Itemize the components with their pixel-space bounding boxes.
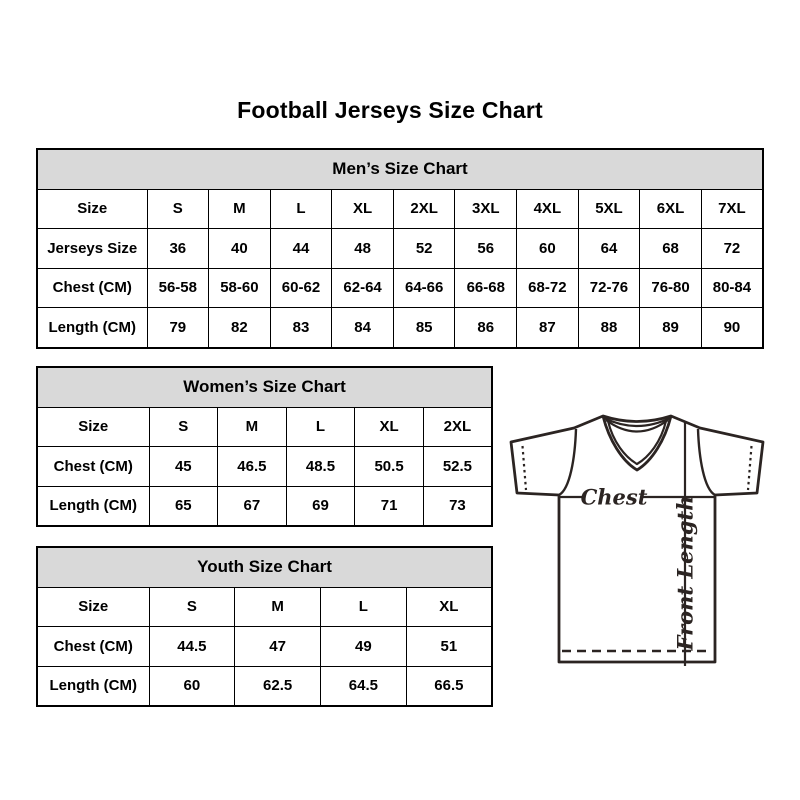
cell: 7XL xyxy=(701,189,763,229)
table-row xyxy=(37,268,763,308)
cell: 60-62 xyxy=(270,268,332,308)
cell: 88 xyxy=(578,308,640,348)
table-row xyxy=(37,486,492,526)
table-row xyxy=(37,447,492,487)
cell: 85 xyxy=(393,308,455,348)
sleeve-stitch-line-right xyxy=(748,446,752,490)
jersey-diagram xyxy=(495,400,785,690)
cell: 6XL xyxy=(640,189,702,229)
cell: L xyxy=(321,587,407,627)
cell: 58-60 xyxy=(209,268,271,308)
table-title-row xyxy=(37,149,763,189)
mens-size-table xyxy=(36,148,764,349)
cell: 36 xyxy=(147,229,209,269)
table-row xyxy=(37,587,492,627)
cell: 69 xyxy=(286,486,355,526)
cell: 73 xyxy=(423,486,492,526)
row-label-cell: Jerseys Size xyxy=(37,229,147,269)
cell: M xyxy=(218,407,287,447)
cell: 83 xyxy=(270,308,332,348)
mens-table-title: Men’s Size Chart xyxy=(37,149,763,189)
cell: 44 xyxy=(270,229,332,269)
sleeve-stitch-line-left xyxy=(523,446,527,490)
table-title-row xyxy=(37,547,492,587)
row-label-cell: Size xyxy=(37,587,149,627)
row-label-cell: Length (CM) xyxy=(37,308,147,348)
cell: 44.5 xyxy=(149,627,235,667)
row-label-cell: Chest (CM) xyxy=(37,447,149,487)
chest-label: Chest xyxy=(580,484,648,510)
cell: S xyxy=(147,189,209,229)
cell: XL xyxy=(406,587,492,627)
cell: 72 xyxy=(701,229,763,269)
cell: L xyxy=(286,407,355,447)
cell: 80-84 xyxy=(701,268,763,308)
jersey-outline xyxy=(511,416,763,662)
cell: 60 xyxy=(517,229,579,269)
table-row xyxy=(37,666,492,706)
cell: 56-58 xyxy=(147,268,209,308)
page-title: Football Jerseys Size Chart xyxy=(237,97,543,123)
row-label-cell: Chest (CM) xyxy=(37,627,149,667)
cell: 90 xyxy=(701,308,763,348)
table-row xyxy=(37,627,492,667)
cell: 4XL xyxy=(517,189,579,229)
cell: 76-80 xyxy=(640,268,702,308)
row-label-cell: Size xyxy=(37,407,149,447)
cell: 84 xyxy=(332,308,394,348)
table-row xyxy=(37,407,492,447)
cell: XL xyxy=(355,407,424,447)
cell: 5XL xyxy=(578,189,640,229)
cell: 56 xyxy=(455,229,517,269)
cell: 62-64 xyxy=(332,268,394,308)
cell: 64 xyxy=(578,229,640,269)
womens-table-title: Women’s Size Chart xyxy=(37,367,492,407)
cell: 87 xyxy=(517,308,579,348)
row-label-cell: Length (CM) xyxy=(37,486,149,526)
cell: 66-68 xyxy=(455,268,517,308)
cell: XL xyxy=(332,189,394,229)
table-title-row xyxy=(37,367,492,407)
cell: 65 xyxy=(149,486,218,526)
cell: S xyxy=(149,587,235,627)
cell: 3XL xyxy=(455,189,517,229)
cell: 66.5 xyxy=(406,666,492,706)
cell: 51 xyxy=(406,627,492,667)
cell: 72-76 xyxy=(578,268,640,308)
cell: L xyxy=(270,189,332,229)
armhole-seam-right xyxy=(698,429,715,495)
youth-size-table xyxy=(36,546,493,707)
cell: 48 xyxy=(332,229,394,269)
cell: 68-72 xyxy=(517,268,579,308)
youth-table-title: Youth Size Chart xyxy=(37,547,492,587)
cell: 86 xyxy=(455,308,517,348)
cell: 64-66 xyxy=(393,268,455,308)
table-row xyxy=(37,189,763,229)
cell: 46.5 xyxy=(218,447,287,487)
row-label-cell: Chest (CM) xyxy=(37,268,147,308)
cell: 82 xyxy=(209,308,271,348)
cell: 50.5 xyxy=(355,447,424,487)
cell: 45 xyxy=(149,447,218,487)
row-label-cell: Size xyxy=(37,189,147,229)
cell: 49 xyxy=(321,627,407,667)
cell: 52.5 xyxy=(423,447,492,487)
cell: 47 xyxy=(235,627,321,667)
row-label-cell: Length (CM) xyxy=(37,666,149,706)
womens-size-table xyxy=(36,366,493,527)
cell: 71 xyxy=(355,486,424,526)
cell: 67 xyxy=(218,486,287,526)
cell: 89 xyxy=(640,308,702,348)
cell: 62.5 xyxy=(235,666,321,706)
cell: 48.5 xyxy=(286,447,355,487)
table-row xyxy=(37,229,763,269)
cell: 68 xyxy=(640,229,702,269)
cell: 40 xyxy=(209,229,271,269)
cell: 52 xyxy=(393,229,455,269)
jersey-diagram-svg xyxy=(495,400,785,690)
front-length-label: Front Length xyxy=(672,495,698,651)
cell: 2XL xyxy=(393,189,455,229)
cell: 79 xyxy=(147,308,209,348)
cell: 64.5 xyxy=(321,666,407,706)
table-row xyxy=(37,308,763,348)
cell: M xyxy=(209,189,271,229)
cell: M xyxy=(235,587,321,627)
armhole-seam-left xyxy=(559,429,576,495)
cell: 2XL xyxy=(423,407,492,447)
cell: 60 xyxy=(149,666,235,706)
cell: S xyxy=(149,407,218,447)
